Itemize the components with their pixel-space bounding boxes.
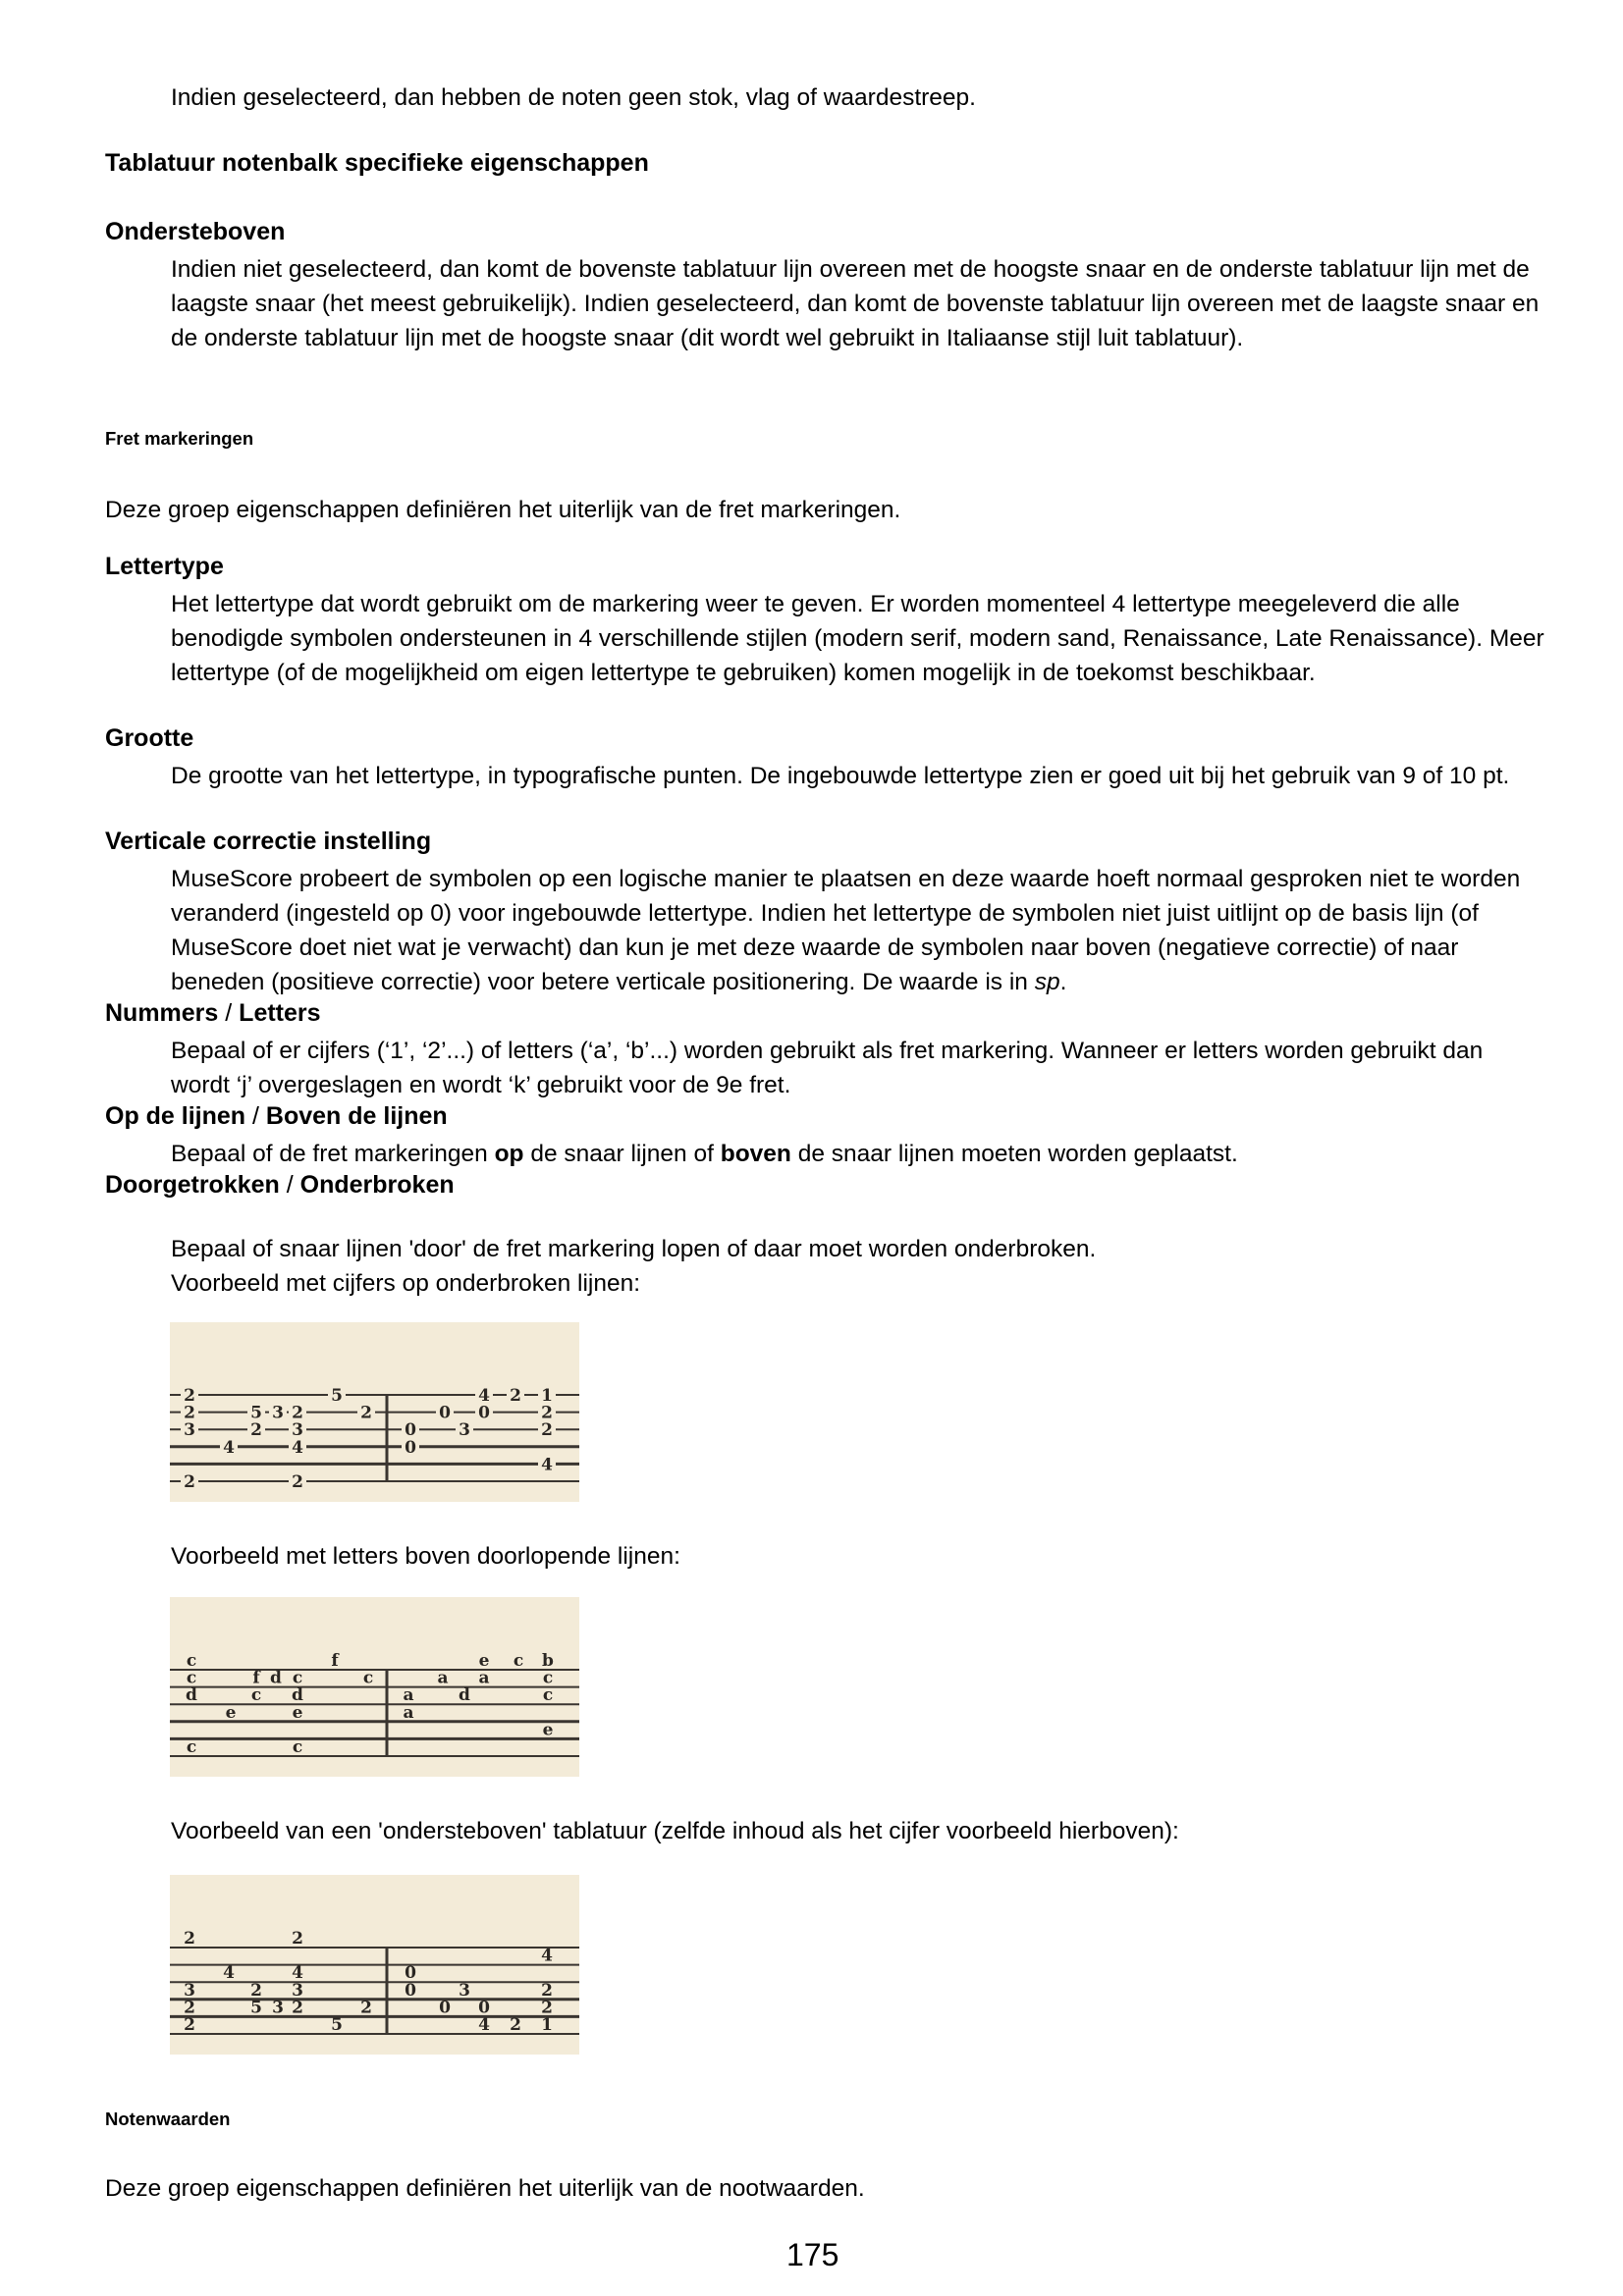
svg-text:2: 2 <box>184 1403 195 1423</box>
tablature-example-numbers <box>170 1322 579 1502</box>
svg-text:4: 4 <box>541 1946 553 1966</box>
definition-numbers-letters: Bepaal of er cijfers (‘1’, ‘2’...) of letters (‘a’, ‘b’...) worden gebruikt als fret markering. Wanneer er letters worden gebruikt dan wordt ‘j’ overgeslagen en wordt ‘k’ gebruikt voor de 9e fret. <box>171 1038 1484 1098</box>
svg-text:c: c <box>186 1737 197 1757</box>
svg-text:5: 5 <box>250 1403 262 1423</box>
svg-text:2: 2 <box>250 1420 262 1441</box>
caption-numbers-example: Voorbeeld met cijfers op onderbroken lijnen: <box>171 1270 641 1297</box>
svg-text:3: 3 <box>292 1420 303 1441</box>
svg-text:0: 0 <box>439 1998 451 2018</box>
svg-text:2: 2 <box>541 1403 553 1423</box>
svg-text:0: 0 <box>405 1963 416 1984</box>
svg-text:4: 4 <box>478 1386 490 1406</box>
svg-text:2: 2 <box>510 2015 521 2035</box>
svg-text:a: a <box>478 1668 490 1688</box>
svg-text:5: 5 <box>250 1998 262 2018</box>
svg-text:4: 4 <box>541 1455 553 1475</box>
svg-text:c: c <box>542 1668 554 1688</box>
svg-text:2: 2 <box>184 2015 195 2035</box>
term-upside-down: Ondersteboven <box>105 218 286 245</box>
svg-text:c: c <box>186 1651 197 1671</box>
term-continuous-broken: Doorgetrokken / Onderbroken <box>105 1171 455 1199</box>
svg-text:4: 4 <box>292 1963 303 1984</box>
definition-on-above-lines: Bepaal of de fret markeringen op de snaar lijnen of boven de snaar lijnen moeten worden geplaatst. <box>171 1141 1238 1167</box>
tablature-example-letters <box>170 1597 579 1777</box>
svg-text:3: 3 <box>292 1980 303 2001</box>
term-vertical-correction: Verticale correctie instelling <box>105 828 432 855</box>
svg-text:d: d <box>270 1668 282 1688</box>
svg-text:c: c <box>186 1668 197 1688</box>
svg-text:c: c <box>542 1685 554 1706</box>
term-size: Grootte <box>105 724 194 752</box>
section-heading-fret-marks: Fret markeringen <box>105 428 254 449</box>
tablature-staff <box>170 1875 579 2055</box>
svg-text:2: 2 <box>360 1403 372 1423</box>
svg-text:4: 4 <box>223 1963 235 1984</box>
svg-text:c: c <box>250 1685 262 1706</box>
svg-text:4: 4 <box>478 2015 490 2035</box>
svg-text:0: 0 <box>478 1403 490 1423</box>
svg-text:a: a <box>403 1685 414 1706</box>
svg-text:2: 2 <box>360 1998 372 2018</box>
svg-text:5: 5 <box>331 2015 343 2035</box>
svg-text:c: c <box>513 1651 524 1671</box>
svg-text:a: a <box>403 1702 414 1723</box>
tablature-staff <box>170 1322 579 1502</box>
svg-text:3: 3 <box>459 1420 470 1441</box>
svg-text:0: 0 <box>478 1998 490 2018</box>
svg-text:3: 3 <box>184 1980 195 2001</box>
svg-text:5: 5 <box>331 1386 343 1406</box>
definition-size: De grootte van het lettertype, in typografische punten. De ingebouwde lettertype zien er goed uit bij het gebruik van 9 of 10 pt. <box>171 763 1510 789</box>
svg-text:e: e <box>542 1720 554 1740</box>
svg-text:3: 3 <box>184 1420 195 1441</box>
svg-text:b: b <box>542 1651 554 1671</box>
svg-text:2: 2 <box>292 1998 303 2018</box>
fret-intro-text: Deze groep eigenschappen definiëren het uiterlijk van de fret markeringen. <box>105 497 901 523</box>
svg-text:2: 2 <box>292 1403 303 1423</box>
svg-text:e: e <box>478 1651 490 1671</box>
definition-upside-down: Indien niet geselecteerd, dan komt de bovenste tablatuur lijn overeen met de hoogste snaar en de onderste tablatuur lijn met de laagste snaar (het meest gebruikelijk). Indien geselecteerd, dan komt de bovenste tablatuur lijn overeen met de laagste snaar en de onderste tablatuur lijn met de hoogste snaar (dit wordt wel gebruikt in Italiaanse stijl luit tablatuur). <box>171 256 1540 351</box>
svg-text:e: e <box>292 1702 303 1723</box>
section-heading-tablature: Tablatuur notenbalk specifieke eigenschappen <box>105 149 649 177</box>
svg-text:0: 0 <box>405 1980 416 2001</box>
unit-sp: sp <box>1034 969 1060 995</box>
svg-text:f: f <box>252 1668 260 1688</box>
svg-text:2: 2 <box>250 1980 262 2001</box>
svg-text:e: e <box>225 1702 237 1723</box>
svg-text:a: a <box>437 1668 449 1688</box>
svg-text:2: 2 <box>541 1980 553 2001</box>
page-number: 175 <box>786 2237 839 2272</box>
tablature-example-upside-down <box>170 1875 579 2055</box>
note-values-intro-text: Deze groep eigenschappen definiëren het uiterlijk van de nootwaarden. <box>105 2175 865 2202</box>
svg-text:2: 2 <box>184 1998 195 2018</box>
svg-text:2: 2 <box>510 1386 521 1406</box>
svg-text:d: d <box>459 1685 470 1706</box>
tablature-staff <box>170 1597 579 1777</box>
term-font: Lettertype <box>105 553 224 580</box>
svg-text:1: 1 <box>541 2015 553 2035</box>
section-heading-note-values: Notenwaarden <box>105 2109 231 2129</box>
svg-text:2: 2 <box>292 1472 303 1492</box>
svg-text:0: 0 <box>405 1420 416 1441</box>
svg-text:c: c <box>362 1668 374 1688</box>
svg-text:2: 2 <box>184 1929 195 1949</box>
definition-continuous-broken: Bepaal of snaar lijnen 'door' de fret markering lopen of daar moet worden onderbroken. <box>171 1236 1097 1262</box>
intro-text: Indien geselecteerd, dan hebben de noten geen stok, vlag of waardestreep. <box>171 84 976 111</box>
svg-text:4: 4 <box>223 1437 235 1458</box>
svg-text:0: 0 <box>405 1437 416 1458</box>
svg-text:c: c <box>292 1737 303 1757</box>
svg-text:0: 0 <box>439 1403 451 1423</box>
svg-text:2: 2 <box>541 1420 553 1441</box>
svg-text:f: f <box>331 1651 339 1671</box>
svg-text:3: 3 <box>459 1980 470 2001</box>
svg-text:c: c <box>292 1668 303 1688</box>
svg-text:2: 2 <box>292 1929 303 1949</box>
definition-vertical-correction: MuseScore probeert de symbolen op een logische manier te plaatsen en deze waarde hoeft normaal gesproken niet te worden veranderd (ingesteld op 0) voor ingebouwde lettertype. Indien het lettertype de symbolen niet juist uitlijnt op de basis lijn (of MuseScore doet niet wat je verwacht) dan kun je met deze waarde de symbolen naar boven (negatieve correctie) of naar beneden (positieve correctie) voor betere verticale positionering. De waarde is in sp. <box>171 866 1521 995</box>
svg-text:2: 2 <box>184 1386 195 1406</box>
svg-text:1: 1 <box>541 1386 553 1406</box>
svg-text:d: d <box>186 1685 197 1706</box>
svg-text:3: 3 <box>272 1403 284 1423</box>
svg-text:2: 2 <box>184 1472 195 1492</box>
definition-font: Het lettertype dat wordt gebruikt om de markering weer te geven. Er worden momenteel 4 lettertype meegeleverd die alle benodigde symbolen ondersteunen in 4 verschillende stijlen (modern serif, modern sand, Renaissance, Late Renaissance). Meer lettertype (of de mogelijkheid om eigen lettertype te gebruiken) komen mogelijk in de toekomst beschikbaar. <box>171 591 1544 686</box>
term-numbers-letters: Nummers / Letters <box>105 999 321 1027</box>
svg-text:3: 3 <box>272 1998 284 2018</box>
svg-text:4: 4 <box>292 1437 303 1458</box>
svg-text:2: 2 <box>541 1998 553 2018</box>
caption-upside-example: Voorbeeld van een 'ondersteboven' tablatuur (zelfde inhoud als het cijfer voorbeeld hierboven): <box>171 1818 1179 1844</box>
svg-text:d: d <box>292 1685 303 1706</box>
caption-letters-example: Voorbeeld met letters boven doorlopende lijnen: <box>171 1543 680 1570</box>
term-on-above-lines: Op de lijnen / Boven de lijnen <box>105 1102 448 1130</box>
